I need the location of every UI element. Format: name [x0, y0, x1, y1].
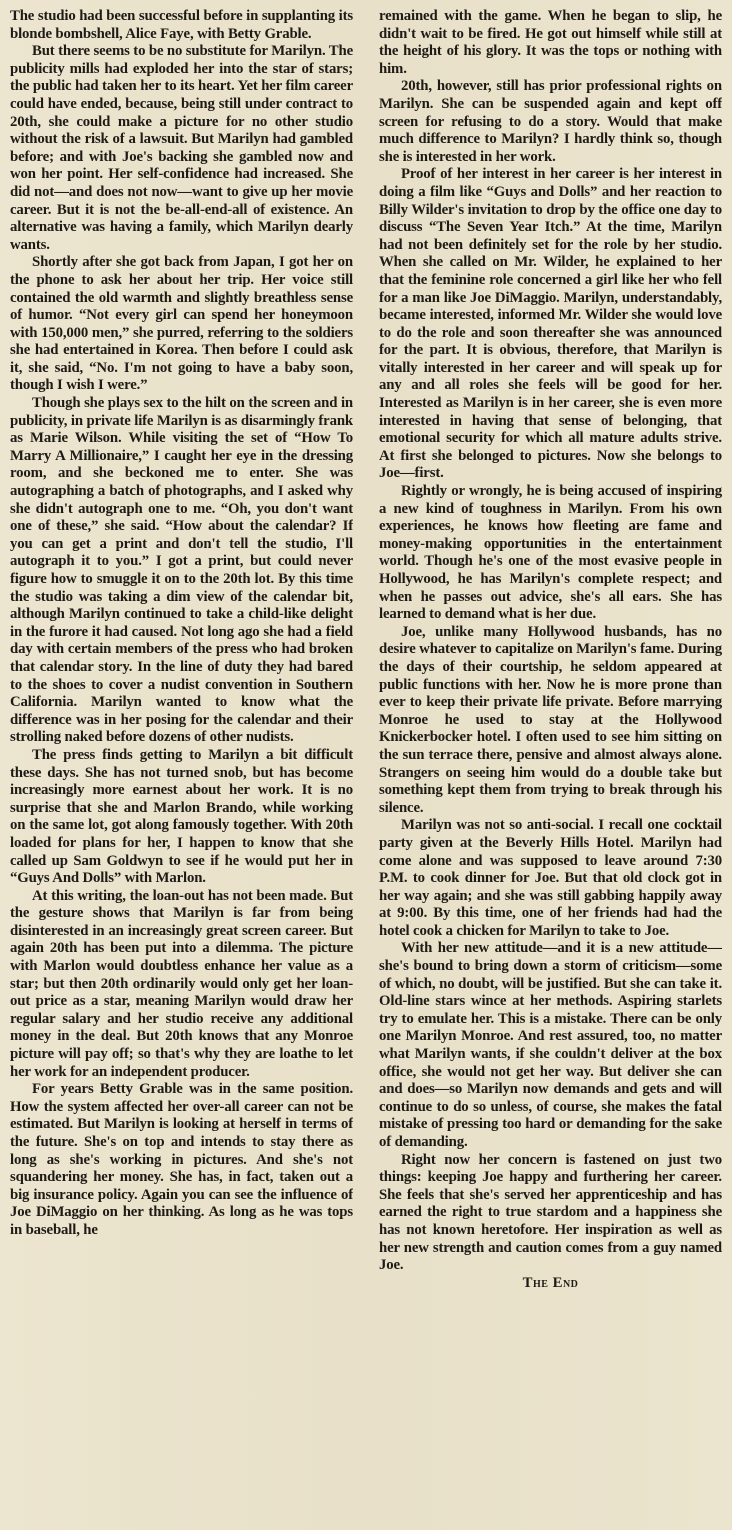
right-column: [379, 8, 722, 1530]
end-mark: The End: [522, 1274, 579, 1291]
paragraph: But there seems to be no substitute for Marilyn. The publicity mills had exploded her into the star of stars; the public had taken her to its heart. Yet her film career could have ended, because, being still under contract to 20th, she could make a picture for no other studio without the risk of a lawsuit. But Marilyn had gambled before; and with Joe's backing she gambled now and won her point. Her self-confidence had increased. She did not—and does not now—want to give up her movie career. But it is not the be-all-end-all of existence. An alternative was having a family, which Marilyn dearly wants.: [10, 43, 353, 253]
left-column: [10, 8, 353, 1530]
paragraph: The studio had been successful before in supplanting its blonde bombshell, Alice Faye, with Betty Grable.: [10, 8, 353, 42]
paragraph: Shortly after she got back from Japan, I got her on the phone to ask her about her trip. Her voice still contained the old warmth and slightly breathless sense of humor. “Not every girl can spend her honeymoon with 150,000 men,” she purred, referring to the soldiers she had entertained in Korea. Then before I could ask it, she said, “No. I'm not going to have a baby soon, though I wish I were.”: [10, 254, 353, 394]
paragraph: Proof of her interest in her career is her interest in doing a film like “Guys and Dolls” and her reaction to Billy Wilder's invitation to drop by the office one day to discuss “The Seven Year Itch.” At the time, Marilyn had not been definitely set for the role by her studio. When she called on Mr. Wilder, he explained to her that the feminine role concerned a girl like her who fell for a man like Joe DiMaggio. Marilyn, understandably, became interested, informed Mr. Wilder she would love to do the role and soon thereafter she was announced for the part. It is obvious, therefore, that Marilyn is vitally interested in her career and will speak up for any and all roles she feels will be good for her. Interested as Marilyn is in her career, she is even more interested in having that sense of belonging, that emotional security for which all mature adults strive. At first she belonged to pictures. Now she belongs to Joe—first.: [379, 166, 722, 482]
paragraph: Joe, unlike many Hollywood husbands, has no desire whatever to capitalize on Marilyn's fame. During the days of their courtship, he seldom appeared at public functions with her. Now he is more prone than ever to keep their private life private. Before marrying Monroe he used to stay at the Hollywood Knickerbocker hotel. I often used to see him sitting on the sun terrace there, pensive and almost always alone. Strangers on seeing him would do a double take but something kept them from trying to break through his silence.: [379, 623, 722, 816]
article-columns: [10, 8, 722, 1530]
paragraph: remained with the game. When he began to slip, he didn't wait to be fired. He got out himself while still at the height of his glory. It was the tops or nothing with him.: [379, 8, 722, 77]
paragraph: With her new attitude—and it is a new attitude—she's bound to bring down a storm of criticism—some of which, no doubt, will be justified. But she can take it. Old-line stars wince at her methods. Aspiring starlets try to emulate her. This is a mistake. There can be only one Marilyn Monroe. And rest assured, too, no matter what Marilyn wants, if she couldn't deliver at the box office, she would not get her way. But deliver she can and does—so Marilyn now demands and gets and will continue to do so unless, of course, she makes the fatal mistake of pressing too hard or demanding for the sake of demanding.: [379, 940, 722, 1150]
paragraph: At this writing, the loan-out has not been made. But the gesture shows that Marilyn is far from being disinterested in an increasingly great screen career. But again 20th has been put into a dilemma. The picture with Marlon would doubtless enhance her value as a star; but then 20th ordinarily would only get her loan-out price as a star, meaning Marilyn would draw her regular salary and her studio receive any additional money in the deal. But 20th knows that any Monroe picture will pay off; so that's why they are loathe to let her work for an independent producer.: [10, 887, 353, 1080]
paragraph: The press finds getting to Marilyn a bit difficult these days. She has not turned snob, but has become increasingly more earnest about her work. It is no surprise that she and Marlon Brando, while working on the same lot, got along famously together. With 20th loaded for plans for her, I happen to know that she called up Sam Goldwyn to see if he would put her in “Guys And Dolls” with Marlon.: [10, 746, 353, 887]
paragraph: 20th, however, still has prior professional rights on Marilyn. She can be suspended again and kept off screen for refusing to do a story. Would that make much difference to Marilyn? I hardly think so, though she is interested in her work.: [379, 78, 722, 165]
paragraph: Right now her concern is fastened on just two things: keeping Joe happy and furthering her career. She feels that she's served her apprenticeship and has earned the right to true stardom and a happiness she has not known heretofore. Her inspiration as well as her new strength and caution comes from a guy named Joe.: [379, 1151, 722, 1274]
paragraph: Marilyn was not so anti-social. I recall one cocktail party given at the Beverly Hills Hotel. Marilyn had come alone and was supposed to leave around 7:30 P.M. to cook dinner for Joe. But that old clock got in her way again; and she was still gabbing happily away at 9:00. By this time, one of her friends had had the hotel cook a chicken for Marilyn to take to Joe.: [379, 817, 722, 939]
paragraph: Though she plays sex to the hilt on the screen and in publicity, in private life Marilyn is as disarmingly frank as Marie Wilson. While visiting the set of “How To Marry A Millionaire,” I caught her eye in the dressing room, and she beckoned me to enter. She was autographing a batch of photographs, and I asked why she didn't autograph one to me. “Oh, you don't want one of these,” she said. “How about the calendar? If you can get a print and don't tell the studio, I'll autograph it to you.” I got a print, but could never figure how to smuggle it on to the 20th lot. By this time the studio was taking a dim view of the calendar bit, although Marilyn continued to take a child-like delight in the furore it had caused. Not long ago she had a field day with certain members of the press who had broken that calendar story. In the line of duty they had bared to the shoes to cover a nudist convention in Southern California. Marilyn wanted to know what the difference was in her posing for the calendar and their strolling naked before dozens of other nudists.: [10, 395, 353, 746]
paragraph: Rightly or wrongly, he is being accused of inspiring a new kind of toughness in Marilyn. From his own experiences, he knows how fleeting are fame and money-making opportunities in the entertainment world. Though he's one of the most evasive people in Hollywood, he has Marilyn's complete respect; and when he passes out advice, she's all ears. She has learned to demand what is her due.: [379, 483, 722, 623]
paragraph: For years Betty Grable was in the same position. How the system affected her over-all career can not be estimated. But Marilyn is looking at herself in terms of the future. She's on top and intends to stay there as long as she's working in pictures. And she's not squandering her money. She has, in fact, taken out a big insurance policy. Again you can see the influence of Joe DiMaggio on her thinking. As long as he was tops in baseball, he: [10, 1081, 353, 1238]
